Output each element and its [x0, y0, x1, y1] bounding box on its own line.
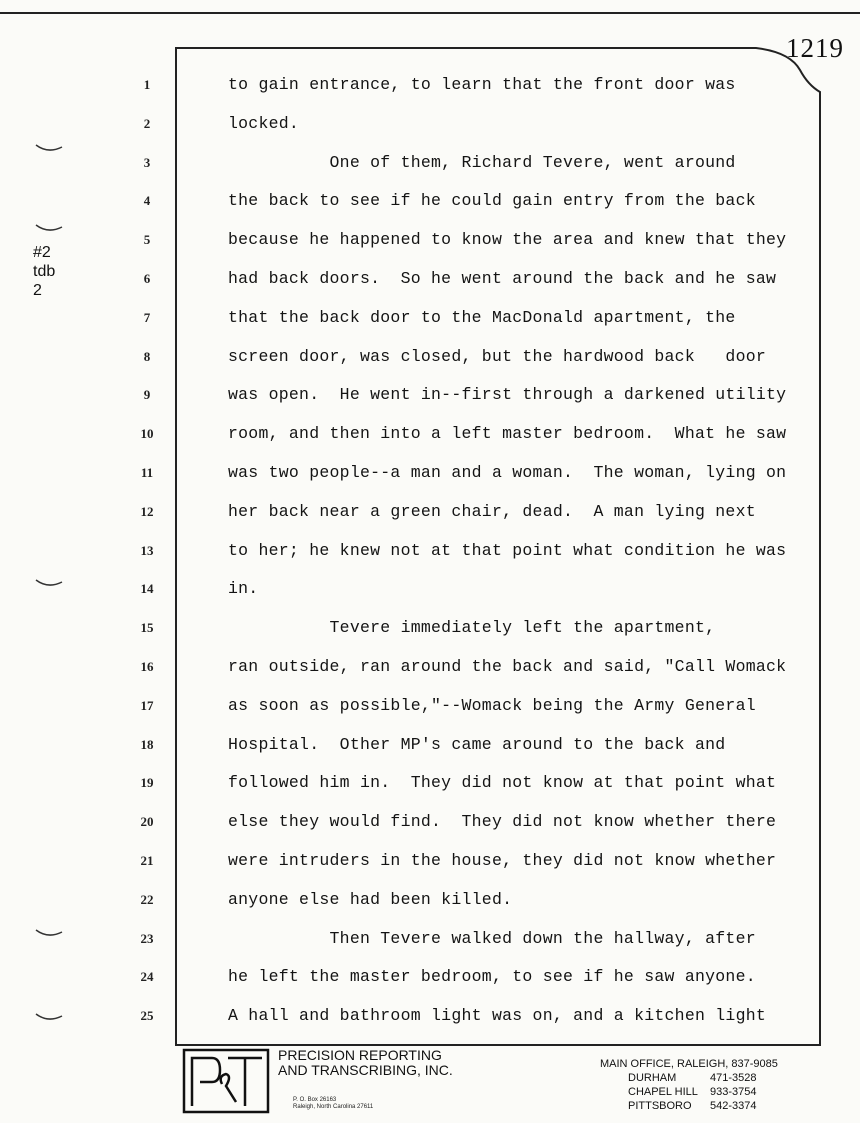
transcript-line: room, and then into a left master bedroom. What he saw [228, 424, 787, 444]
line-number: 22 [140, 891, 154, 907]
line-number: 7 [143, 309, 151, 325]
office-row [600, 1085, 778, 1099]
line-number: 5 [143, 232, 151, 248]
transcript-line: was two people--a man and a woman. The woman, lying on [228, 463, 787, 482]
line-number: 13 [140, 542, 154, 558]
transcript-line: that the back door to the MacDonald apartment, the [228, 307, 736, 327]
page-number: 1219 [786, 33, 844, 63]
line-number: 3 [143, 154, 151, 170]
company-name [278, 1048, 453, 1078]
line-number: 24 [140, 969, 154, 985]
margin-tick-mark [36, 930, 62, 935]
line-number: 1 [143, 77, 151, 92]
transcript-line: were intruders in the house, they did not know whether [228, 851, 777, 870]
company-line: AND TRANSCRIBING, INC. [278, 1062, 453, 1078]
transcript-line: because he happened to know the area and knew that they [228, 230, 787, 250]
line-number: 11 [140, 465, 154, 480]
po-box: P. O. Box 26163 [293, 1097, 337, 1103]
line-number: 20 [140, 814, 154, 830]
company-logo [180, 1046, 272, 1116]
transcript-line: anyone else had been killed. [228, 889, 513, 909]
transcript-line: A hall and bathroom light was on, and a kitchen light [228, 1006, 767, 1026]
office-phone: 471-3528 [710, 1072, 757, 1084]
line-number: 15 [140, 620, 154, 636]
transcript-line: screen door, was closed, but the hardwood back door [228, 346, 767, 366]
transcript-line: Then Tevere walked down the hallway, after [228, 928, 756, 948]
main-office: MAIN OFFICE, RALEIGH, 837-9085 [600, 1058, 778, 1070]
line-number: 2 [143, 115, 151, 131]
transcript-line: Tevere immediately left the apartment, [228, 618, 716, 638]
margin-tick-mark [36, 145, 62, 150]
line-number: 23 [140, 930, 154, 946]
line-number: 10 [140, 426, 154, 442]
company-address [293, 1097, 373, 1111]
office-city: DURHAM [628, 1072, 677, 1084]
margin-note: tdb [33, 263, 56, 280]
line-number: 17 [140, 697, 154, 713]
address-line: Raleigh, North Carolina 27611 [293, 1104, 374, 1110]
transcript-line: to gain entrance, to learn that the front door was [228, 75, 736, 94]
transcript-line: had back doors. So he went around the back and he saw [228, 269, 777, 288]
line-number: 25 [140, 1008, 154, 1024]
line-number: 9 [143, 387, 151, 403]
transcript-line: else they would find. They did not know whether there [228, 812, 777, 832]
line-number: 6 [143, 271, 151, 286]
transcript-line: was open. He went in--first through a darkened utility [228, 385, 787, 405]
transcript-line: as soon as possible,"--Womack being the Army General [228, 695, 756, 715]
office-city: CHAPEL HILL [628, 1086, 698, 1098]
transcript-line: followed him in. They did not know at that point what [228, 773, 777, 793]
line-number: 16 [140, 659, 154, 674]
margin-tick-mark [36, 225, 62, 230]
office-phone: 933-3754 [710, 1086, 757, 1098]
transcript-line: he left the master bedroom, to see if he saw anyone. [228, 967, 756, 987]
office-row [600, 1099, 778, 1113]
margin-note: 2 [33, 282, 42, 299]
line-number: 19 [140, 775, 154, 791]
transcript-line: Hospital. Other MP's came around to the back and [228, 734, 726, 754]
office-directory [600, 1057, 778, 1113]
transcript-line: the back to see if he could gain entry from the back [228, 191, 756, 211]
office-row [600, 1071, 778, 1085]
transcript-line: her back near a green chair, dead. A man lying next [228, 501, 756, 521]
line-number: 8 [143, 348, 151, 364]
company-line: PRECISION REPORTING [278, 1047, 442, 1063]
line-number: 18 [140, 736, 154, 752]
margin-note: #2 [33, 244, 51, 261]
line-number: 14 [140, 581, 154, 597]
transcript-line: locked. [228, 113, 300, 133]
transcript-line: to her; he knew not at that point what condition he was [228, 540, 787, 560]
margin-tick-mark [36, 580, 62, 585]
transcript-line: One of them, Richard Tevere, went around [228, 152, 736, 172]
line-number: 21 [140, 853, 154, 868]
office-phone: 542-3374 [710, 1100, 757, 1112]
line-number: 12 [140, 503, 154, 519]
line-number: 4 [143, 193, 151, 209]
margin-tick-mark [36, 1014, 62, 1019]
office-city: PITTSBORO [628, 1100, 692, 1112]
transcript-line: ran outside, ran around the back and said, "Call Womack [228, 657, 787, 676]
transcript-line: in. [228, 579, 259, 599]
